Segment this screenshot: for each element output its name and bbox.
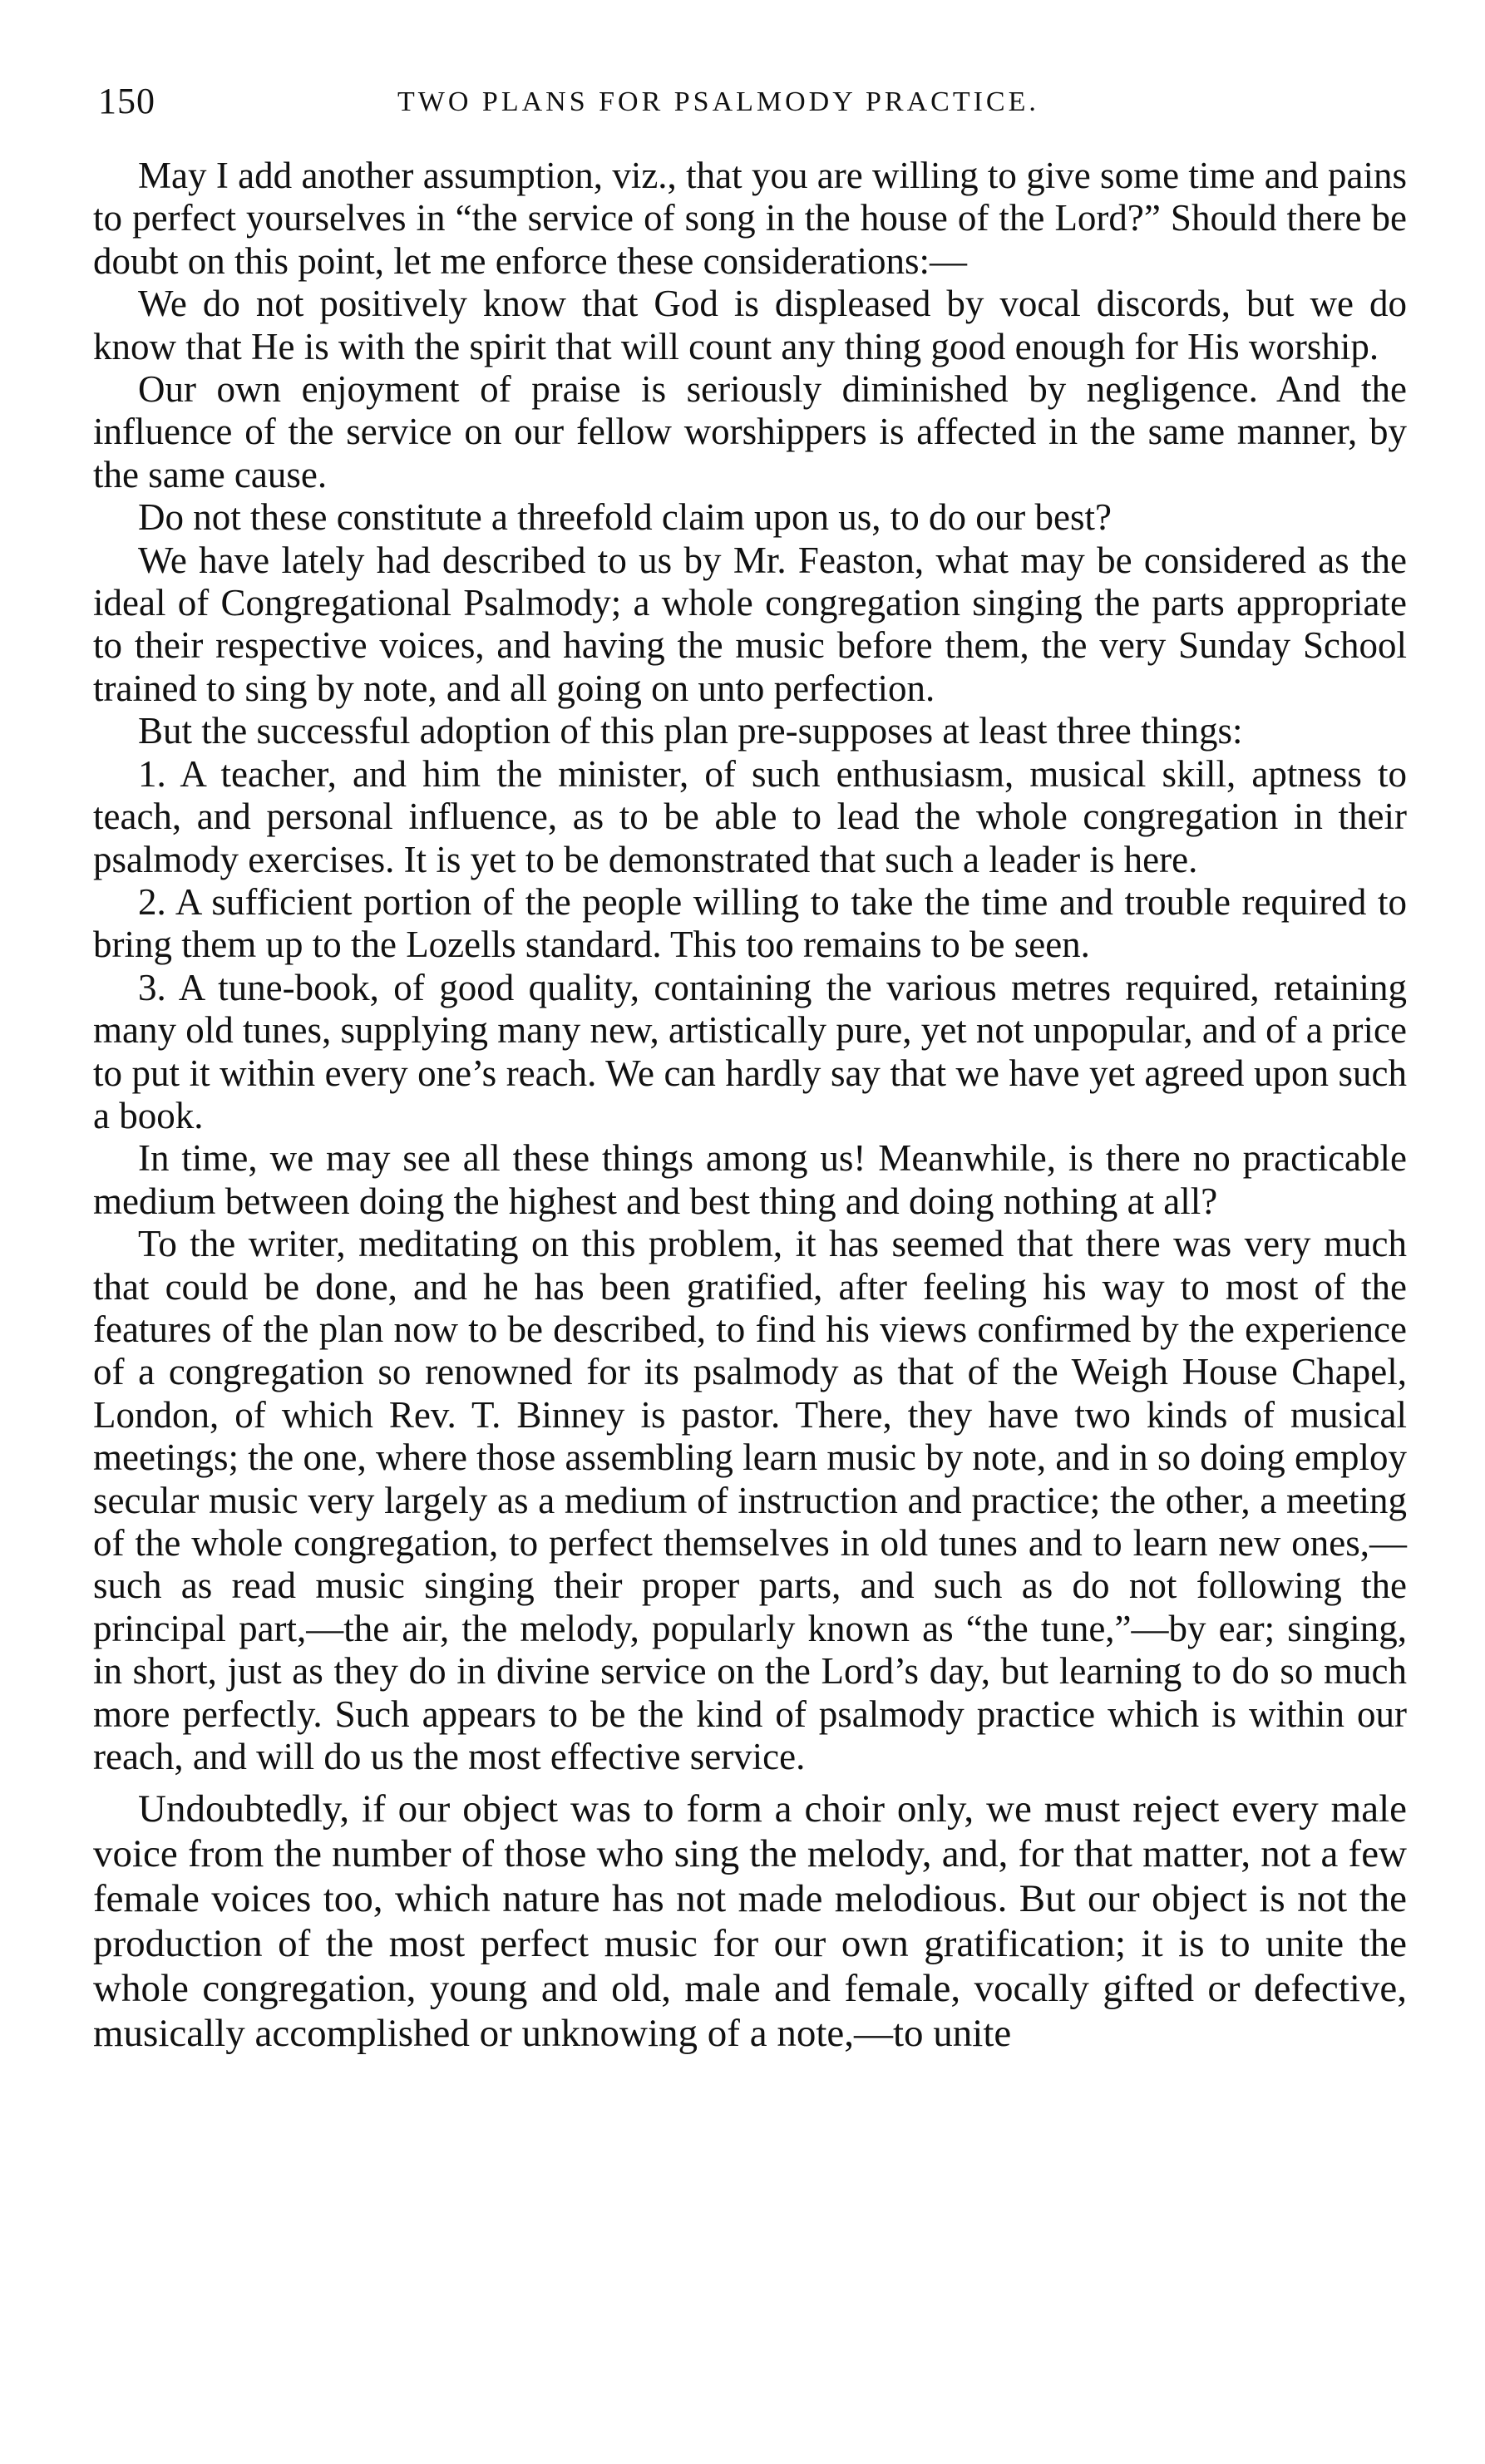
- list-item-teacher: 1. A teacher, and him the minister, of such enthusiasm, musical skill, aptness to teach, and personal influence, as to be able to lead the whole congregation in their psalmody exercises. It is yet to be demonstrated that such a leader is here.: [93, 752, 1407, 880]
- paragraph-undoubtedly: Undoubtedly, if our object was to form a choir only, we must reject every male voice from the number of those who sing the melody, and, for that matter, not a few female voices too, which nature has not made melodious. But our object is not the production of the most perfect music for our own gratification; it is to unite the whole congregation, young and old, male and female, vocally gifted or defective, musically accomplished or unknowing of a note,—to unite: [93, 1787, 1407, 2056]
- paragraph-threefold-claim: Do not these constitute a threefold claim upon us, to do our best?: [138, 496, 1112, 539]
- page-header: [98, 76, 1412, 126]
- paragraph-ideal-psalmody: We have lately had described to us by Mr. Feaston, what may be considered as the ideal of Congregational Psalmody; a whole congregation singing the parts appropriate to their respective voices, and having the music before them, the very Sunday School trained to sing by note, and all going on unto perfection.: [93, 539, 1407, 709]
- body-text: [93, 155, 1407, 2056]
- paragraph-weigh-house: To the writer, meditating on this problem, it has seemed that there was very much that could be done, and he has been gratified, after feeling his way to most of the features of the plan now to be described, to find his views confirmed by the experience of a congregation so renowned for its psalmody as that of the Weigh House Chapel, London, of which Rev. T. Binney is pastor. There, they have two kinds of musical meetings; the one, where those assembling learn music by note, and in so doing employ secular music very largely as a medium of instruction and practice; the other, a meeting of the whole congregation, to perfect themselves in old tunes and to learn new ones,—such as read music singing their proper parts, and such as do not following the principal part,—the air, the melody, popularly known as “the tune,”—by ear; singing, in short, just as they do in divine service on the Lord’s day, but learning to do so much more perfectly. Such appears to be the kind of psalmody practice which is within our reach, and will do us the most effective service.: [93, 1223, 1407, 1778]
- list-item-tune-book: 3. A tune-book, of good quality, containing the various metres required, retaining many old tunes, supplying many new, artistically pure, yet not unpopular, and of a price to put it within every one’s reach. We can hardly say that we have yet agreed upon such a book.: [93, 966, 1407, 1136]
- list-item-people: 2. A sufficient portion of the people willing to take the time and trouble required to bring them up to the Lozells standard. This too remains to be seen.: [93, 880, 1407, 966]
- paragraph-three-things: But the successful adoption of this plan pre-supposes at least three things:: [138, 710, 1243, 752]
- paragraph-vocal-discords: We do not positively know that God is displeased by vocal discords, but we do know that He is with the spirit that will count any thing good enough for His worship.: [93, 283, 1407, 367]
- paragraph-assumption: May I add another assumption, viz., that you are willing to give some time and pains to perfect yourselves in “the service of song in the house of the Lord?” Should there be doubt on this point, let me enforce these considerations:—: [93, 155, 1407, 282]
- paragraph-enjoyment: Our own enjoyment of praise is seriously diminished by negligence. And the influence of the service on our fellow worshippers is affected in the same manner, by the same cause.: [93, 368, 1407, 495]
- running-head: TWO PLANS FOR PSALMODY PRACTICE.: [397, 86, 1039, 117]
- page-number: 150: [98, 81, 155, 121]
- paragraph-in-time: In time, we may see all these things among us! Meanwhile, is there no practicable medium between doing the highest and best thing and doing nothing at all?: [93, 1137, 1407, 1222]
